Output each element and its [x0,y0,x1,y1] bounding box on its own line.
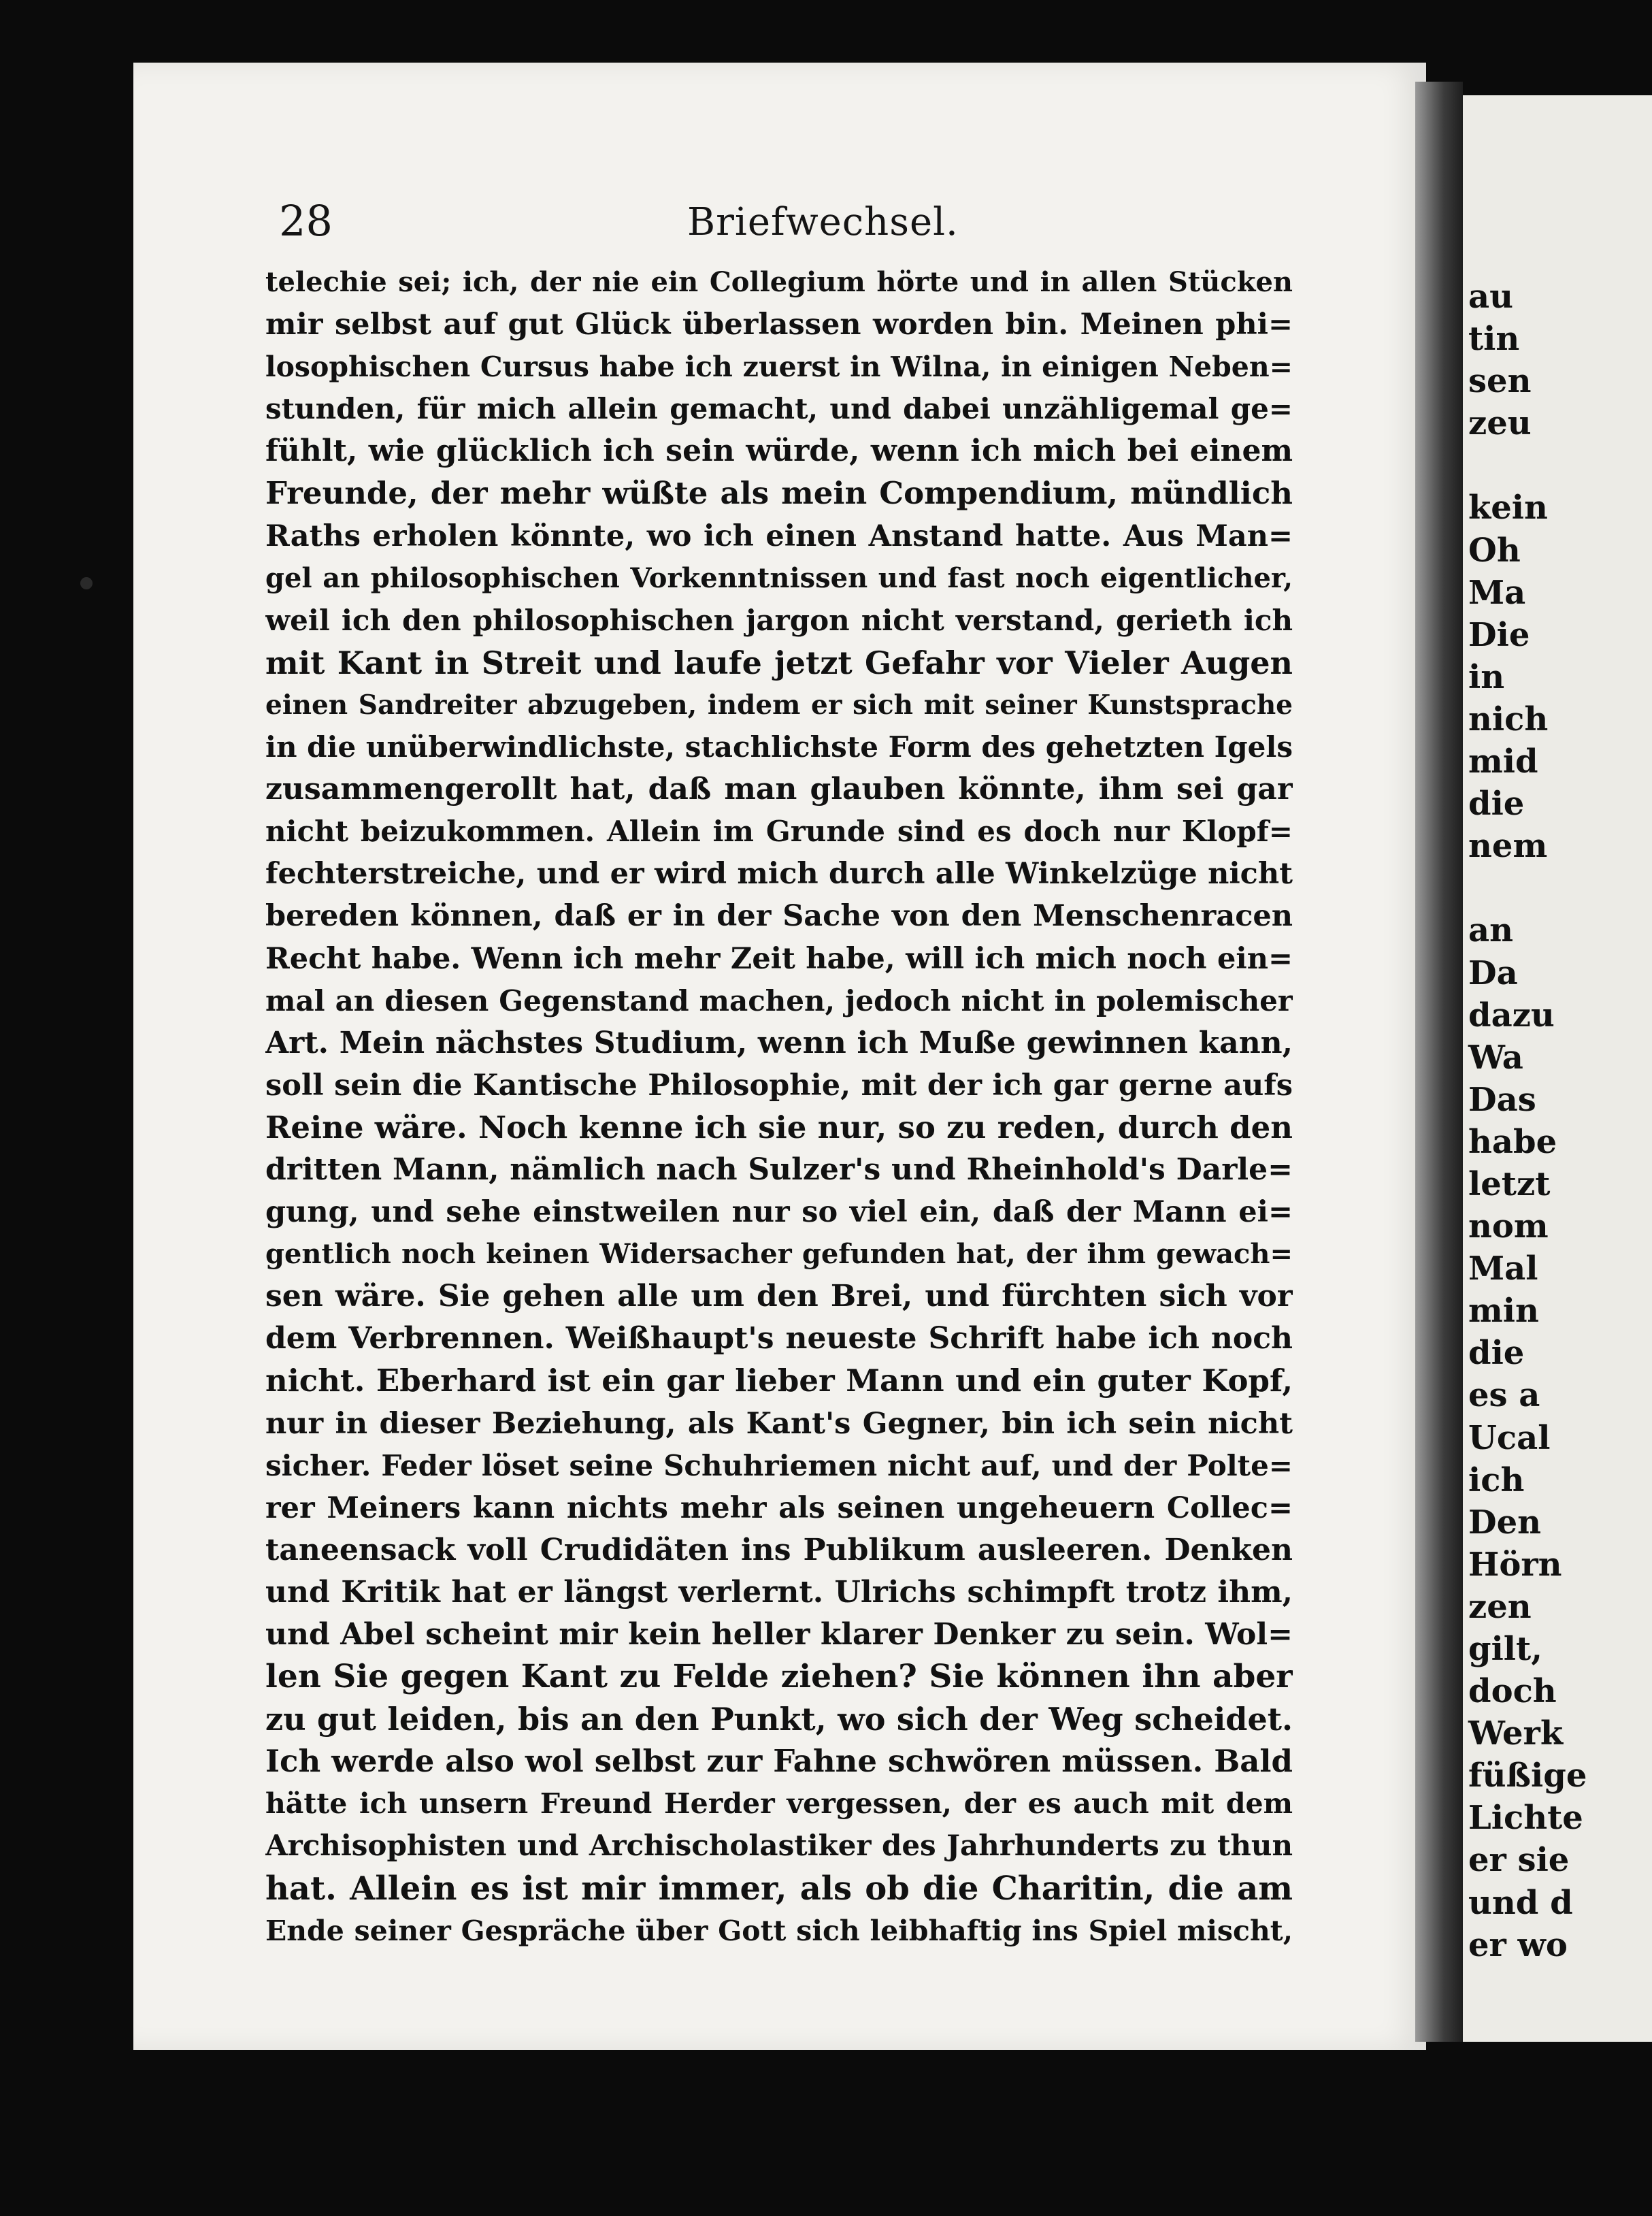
right-page-line [1463,867,1652,909]
text-line: losophischen Cursus habe ich zuerst in Wilna, in einigen Neben= [265,351,1293,384]
right-page-line: Ucal [1468,1418,1551,1457]
scan-speck [80,577,93,589]
right-page-line: nem [1468,827,1548,866]
right-page-line: letzt [1468,1164,1551,1203]
text-line: fechterstreiche, und er wird mich durch alle Winkelzüge nicht [265,857,1293,892]
text-line: len Sie gegen Kant zu Felde ziehen? Sie können ihn aber [265,1658,1293,1696]
right-page-line: zeu [1468,404,1532,443]
text-line: gung, und sehe einstweilen nur so viel ein, daß der Mann ei= [265,1195,1293,1230]
page-number: 28 [279,196,333,246]
right-page-line: und d [1468,1883,1573,1922]
right-page-line: zen [1468,1587,1532,1626]
text-line: Ich werde also wol selbst zur Fahne schwören müssen. Bald [265,1743,1293,1780]
right-page-line: die [1468,1334,1525,1373]
text-line: hat. Allein es ist mir immer, als ob die Charitin, die am [265,1869,1293,1908]
text-line: fühlt, wie glücklich ich sein würde, wenn ich mich bei einem [265,434,1293,469]
text-line: gel an philosophischen Vorkenntnissen und fast noch eigentlicher, [265,561,1293,594]
text-line: Reine wäre. Noch kenne ich sie nur, so zu reden, durch den [265,1109,1293,1145]
text-line: Archisophisten und Archischolastiker des Jahrhunderts zu thun [265,1829,1293,1863]
right-page-line: Hörn [1468,1545,1562,1584]
right-page-line: nom [1468,1207,1549,1246]
right-page-line: Mal [1468,1250,1538,1288]
text-line: rer Meiners kann nichts mehr als seinen ungeheuern Collec= [265,1490,1293,1525]
text-line: einen Sandreiter abzugeben, indem er sich mit seiner Kunstsprache [265,689,1293,721]
text-line: und Kritik hat er längst verlernt. Ulrichs schimpft trotz ihm, [265,1574,1293,1610]
right-page-line: er wo [1468,1925,1568,1964]
text-line: sen wäre. Sie gehen alle um den Brei, und fürchten sich vor [265,1279,1293,1314]
running-head: Briefwechsel. [687,200,959,244]
right-page-line: tin [1468,320,1520,359]
text-line: Recht habe. Wenn ich mehr Zeit habe, will ich mich noch ein= [265,941,1293,976]
book-gutter [1415,82,1463,2042]
right-page-line: in [1468,657,1505,696]
text-line: in die unüberwindlichste, stachlichste Form des gehetzten Igels [265,730,1293,764]
right-page-line: Lichte [1468,1799,1583,1838]
right-page-line: mid [1468,743,1538,781]
right-page-line: an [1468,911,1513,950]
right-page-line: Wa [1468,1038,1523,1077]
text-line: taneensack voll Crudidäten ins Publikum ausleeren. Denken [265,1532,1293,1567]
text-line: telechie sei; ich, der nie ein Collegium hörte und in allen Stücken [265,266,1293,298]
right-page-line: dazu [1468,996,1555,1034]
right-page-line: nich [1468,700,1549,738]
text-line: dem Verbrennen. Weißhaupt's neueste Schrift habe ich noch [265,1321,1293,1356]
right-page-line: Das [1468,1080,1536,1119]
right-page-line: kein [1468,489,1548,527]
right-page-line: Den [1468,1503,1542,1542]
right-page [1463,95,1652,2042]
right-page-line [1463,444,1652,487]
text-line: dritten Mann, nämlich nach Sulzer's und Rheinhold's Darle= [265,1152,1293,1187]
text-line: mal an diesen Gegenstand machen, jedoch nicht in polemischer [265,983,1293,1017]
right-page-line: Oh [1468,531,1521,570]
body-text [265,261,1293,1952]
right-page-line: füßige [1468,1757,1587,1795]
right-page-line: habe [1468,1122,1557,1161]
text-line: mir selbst auf gut Glück überlassen worden bin. Meinen phi= [265,308,1293,342]
text-line: zusammengerollt hat, daß man glauben könnte, ihm sei gar [265,772,1293,807]
text-line: soll sein die Kantische Philosophie, mit der ich gar gerne aufs [265,1068,1293,1103]
right-page-line: min [1468,1292,1539,1331]
text-line: zu gut leiden, bis an den Punkt, wo sich der Weg scheidet. [265,1701,1293,1738]
text-line: mit Kant in Streit und laufe jetzt Gefahr vor Vieler Augen [265,644,1293,681]
right-page-line: Ma [1468,573,1526,612]
text-line: Art. Mein nächstes Studium, wenn ich Muße gewinnen kann, [265,1025,1293,1060]
page-header [279,196,1286,250]
right-page-line: sen [1468,362,1532,401]
text-line: hätte ich unsern Freund Herder vergessen, der es auch mit dem [265,1787,1293,1821]
right-page-line: die [1468,785,1525,824]
text-line: Raths erholen könnte, wo ich einen Anstand hatte. Aus Man= [265,519,1293,553]
text-line: stunden, für mich allein gemacht, und dabei unzähligemal ge= [265,392,1293,426]
right-page-line: doch [1468,1672,1557,1711]
text-line: Freunde, der mehr wüßte als mein Compendium, mündlich [265,475,1293,512]
right-page-line: es a [1468,1376,1540,1415]
text-line: nicht. Eberhard ist ein gar lieber Mann und ein guter Kopf, [265,1363,1293,1399]
right-page-line: Werk [1468,1714,1564,1753]
text-line: weil ich den philosophischen jargon nicht verstand, gerieth ich [265,603,1293,637]
right-page-line: Die [1468,615,1530,654]
right-page-text [1463,276,1652,1966]
text-line: nur in dieser Beziehung, als Kant's Gegner, bin ich sein nicht [265,1406,1293,1441]
text-line: nicht beizukommen. Allein im Grunde sind es doch nur Klopf= [265,815,1293,849]
right-page-line: ich [1468,1461,1525,1499]
text-line: bereden können, daß er in der Sache von den Menschenracen [265,899,1293,934]
text-line: sicher. Feder löset seine Schuhriemen nicht auf, und der Polte= [265,1448,1293,1482]
right-page-line: au [1468,278,1513,316]
text-line: Ende seiner Gespräche über Gott sich leibhaftig ins Spiel mischt, [265,1914,1293,1947]
text-line: gentlich noch keinen Widersacher gefunden hat, der ihm gewach= [265,1238,1293,1271]
right-page-line: gilt, [1468,1630,1542,1668]
right-page-line: er sie [1468,1841,1570,1880]
text-line: und Abel scheint mir kein heller klarer Denker zu sein. Wol= [265,1617,1293,1652]
right-page-line: Da [1468,954,1518,992]
